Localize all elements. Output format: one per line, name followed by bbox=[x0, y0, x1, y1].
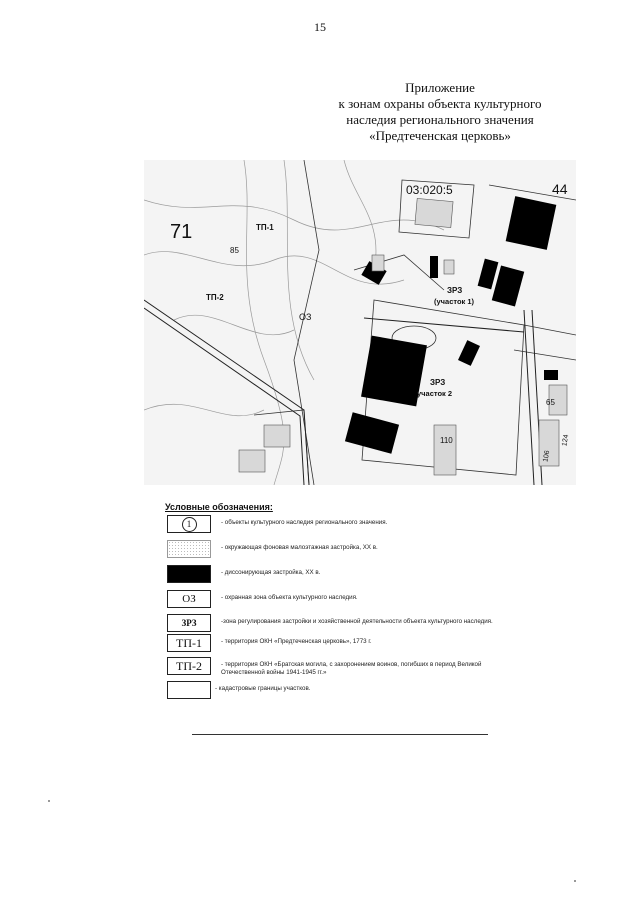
map-label-zrz-1-sub: (участок 1) bbox=[434, 297, 475, 306]
header-line-4: «Предтеченская церковь» bbox=[369, 128, 511, 143]
legend-title: Условные обозначения: bbox=[165, 502, 273, 512]
heritage-number-icon: 1 bbox=[182, 517, 197, 532]
map-label-oz: ОЗ bbox=[299, 312, 312, 322]
legend-text-cadastral: - кадастровые границы участков. bbox=[215, 685, 311, 692]
header-line-2: к зонам охраны объекта культурного bbox=[338, 96, 542, 111]
map-label-71: 71 bbox=[170, 221, 193, 243]
dissonant-buildings bbox=[345, 196, 558, 454]
scan-speck bbox=[574, 880, 576, 882]
page-number: 15 bbox=[314, 20, 326, 34]
map-label-zrz-1: ЗРЗ bbox=[447, 286, 463, 295]
site-plan-map bbox=[144, 160, 576, 485]
road bbox=[144, 300, 542, 485]
legend-symbol-background bbox=[167, 540, 211, 558]
map-label-106: 106 bbox=[542, 449, 552, 463]
legend-symbol-tp2: ТП-2 bbox=[167, 657, 211, 675]
legend-symbol-zrz: ЗРЗ bbox=[167, 614, 211, 632]
map-label-zrz-2: ЗРЗ bbox=[430, 378, 446, 387]
legend-text-tp2 bbox=[221, 661, 481, 677]
map-label-110: 110 bbox=[440, 436, 453, 445]
legend-symbol-tp1: ТП-1 bbox=[167, 634, 211, 652]
appendix-header bbox=[240, 80, 640, 144]
legend-text-tp1: - территория ОКН «Предтеченская церковь», 1773 г. bbox=[221, 638, 372, 645]
contour-lines bbox=[144, 160, 444, 485]
map-label-65: 65 bbox=[546, 398, 555, 407]
legend-text-tp2-line2: Отечественной войны 1941-1945 гг.» bbox=[221, 669, 327, 676]
legend-text-tp2-line1: - территория ОКН «Братская могила, с захоронением воинов, погибших в период Великой bbox=[221, 661, 482, 668]
map-label-124: 124 bbox=[561, 434, 571, 447]
map-label-cadastral: 03:020:5 bbox=[406, 183, 453, 197]
bottom-rule bbox=[192, 734, 488, 735]
legend-text-oz: - охранная зона объекта культурного наследия. bbox=[221, 594, 358, 601]
header-line-1: Приложение bbox=[405, 80, 475, 95]
legend-text-dissonant: - диссонирующая застройка, XX в. bbox=[221, 569, 321, 576]
legend-symbol-heritage bbox=[167, 515, 211, 533]
legend-text-background: - окружающая фоновая малоэтажная застройка, XX в. bbox=[221, 544, 378, 551]
legend-text-zrz: -зона регулирования застройки и хозяйственной деятельности объекта культурного наследия. bbox=[221, 618, 493, 625]
legend-symbol-oz: ОЗ bbox=[167, 590, 211, 608]
legend-symbol-cadastral bbox=[167, 681, 211, 699]
map-label-85: 85 bbox=[230, 246, 239, 255]
map-label-tp1: ТП-1 bbox=[256, 223, 274, 232]
scan-speck bbox=[48, 800, 50, 802]
legend-text-heritage: - объекты культурного наследия регионального значения. bbox=[221, 519, 388, 526]
legend-symbol-dissonant bbox=[167, 565, 211, 583]
map-label-zrz-2-sub: участок 2 bbox=[417, 389, 453, 398]
map-label-44: 44 bbox=[552, 181, 568, 197]
header-line-3: наследия регионального значения bbox=[346, 112, 534, 127]
map-label-tp2: ТП-2 bbox=[206, 293, 224, 302]
